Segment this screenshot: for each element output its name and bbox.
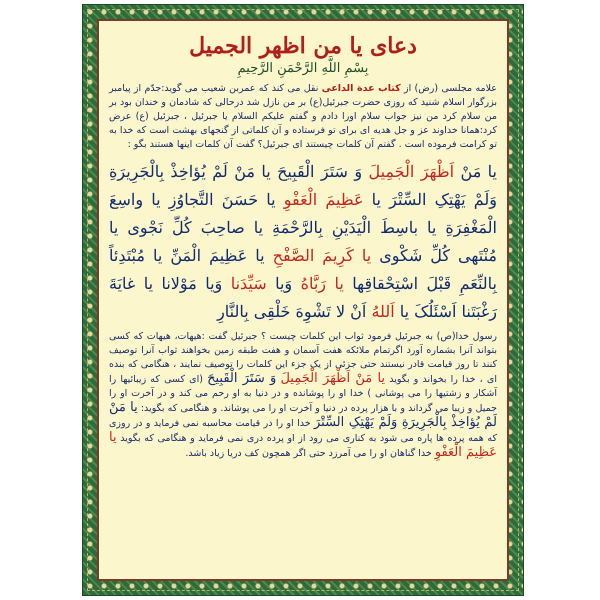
outro-paragraph	[109, 330, 497, 461]
prayer-highlight-6: اَللهُ	[371, 302, 395, 321]
prayer-highlight-3: یا کَرِیمَ الصَّفْحِ	[272, 246, 372, 265]
poster-content	[109, 29, 497, 571]
outro-text-1: رسول خدا(ص) به جبرئیل فرمود ثواب این کلمات چیست ؟ جبرئیل گفت :هیهات، هیهات که کسی بتواند آنرا بشماره آورد اگرتمام ملائکه هفت آسمان و هفت طبقه زمین بخواهند ثواب آنرا توصیف کنند تا روز قیامت قادر نیستند حتی جزئی از یک جزء این کلمات را توصیف نمایند ، هنگامی که بنده ای ، خدا را بخواند و بگوید	[109, 331, 497, 385]
book-title: کتاب عدة الداعی	[321, 83, 401, 94]
intro-text-2: نقل می کند که عمربن شعیب می گوید:جدّم از پیامبر بزرگوار اسلام شنید که روزی حضرت جبرئیل(ع) بر من نازل شد درحالی که شادمان و خندان بود بر من سلام کرد من نیز جواب سلام اورا دادم و گفتم علیکم السلام یا جبرئیل ، جبرئیل (ع) عرض کرد:همانا خداوند عز و جل هدیه ای برای تو فرستاده و آن کلماتی از گنجهای بهشت است که خدا به تو کرامت فرموده است . گفتم آن کلمات چیستند ای جبرئیل؟ گفت آن کلمات اینها هستند بگو :	[109, 83, 497, 150]
intro-text-1: علامه مجلسی (رض) از	[404, 83, 497, 94]
prayer-part-1: یا مَنْ	[460, 162, 498, 181]
outro-highlight-1: یا مَنْ اَظْهَرَ الْجَمِیلَ	[280, 371, 386, 386]
outro-text-4: خدا گناهان او را می آمرزد حتی اگر همچون کف دریا زیاد باشد.	[185, 448, 432, 459]
outro-arabic-2: یا مَنْ لَمْ یُؤاخِذْ بِالْجَرِیرَةِ وَلَمْ یَهْتِکِ السِّتْرَ	[109, 400, 497, 430]
prayer-text	[109, 158, 497, 326]
outro-highlight-2: یا عَظِیمَ الْعَفْوِ	[109, 430, 497, 460]
prayer-highlight-2: عَظِیمَ الْعَفْوِ	[283, 190, 364, 209]
poster-title: دعای یا من اظهر الجمیل	[189, 33, 417, 59]
prayer-part-5: وَیا	[275, 274, 293, 293]
prayer-part-7: اَنْ لا تَشْوِهَ خَلْقِی بِالنَّارِ	[217, 302, 367, 321]
poster-panel	[97, 19, 509, 581]
prayer-part-2: وَ سَتَرَ الْقَبِیحَ یا مَنْ لَمْ یُؤاخِذْ بِالْجَرِیرَةِ وَلَمْ یَهْتِکِ السِّتْرَ یا	[109, 162, 497, 209]
prayer-part-3: یا حَسَنَ التَّجاوُزِ یا واسِعَ الْمَغْفِرَةِ یا باسِطَ الْیَدَیْنِ بِالرَّحْمَةِ یا صاحِبَ کُلِّ نَجْوی یا مُنْتَهی کُلِّ شَکْوی	[109, 190, 497, 265]
basmala-calligraphy: بِسْمِ اللَّهِ الرَّحْمَنِ الرَّحِیمِ	[237, 61, 369, 76]
outro-text-2: (ای کسی که زیبائیها را آشکار و زشتیها را می پوشانی ) خدا او را پوشانده و در دنیا به او رحم می کند و در آخرت او را جمیل و زیبا می گرداند و با هزار پرده در دنیا و آخرت او را می پوشاند. و هنگامی که بگوید:	[109, 374, 497, 414]
prayer-part-6: وَیا مَوْلانا یا غایَةَ رَغْبَتَنا اَسْئَلُکَ یا	[109, 274, 497, 321]
outro-arabic-1: وَ سَتَرَ الْقَبِیحَ	[207, 371, 277, 386]
intro-paragraph	[109, 82, 497, 152]
prayer-part-4: یا عَظِیمَ الْمَنِّ یا مُبْتَدِئاً بِالنِّعَمِ قَبْلَ اسْتِحْقاقِها	[109, 246, 497, 293]
prayer-poster	[83, 5, 523, 595]
prayer-highlight-1: اَظْهَرَ الْجَمِیلَ	[368, 162, 455, 181]
prayer-highlight-4: یا رَبَّاهُ	[300, 274, 344, 293]
prayer-highlight-5: سَیِّدَنا	[230, 274, 267, 293]
outro-text-3: خدا او را در قیامت محاسبه نمی فرماید و در روزی که همه پرده ها پاره می شود به کناری می رود از او پرده دری نمی فرماید و هنگامی که بگوید	[109, 418, 497, 444]
